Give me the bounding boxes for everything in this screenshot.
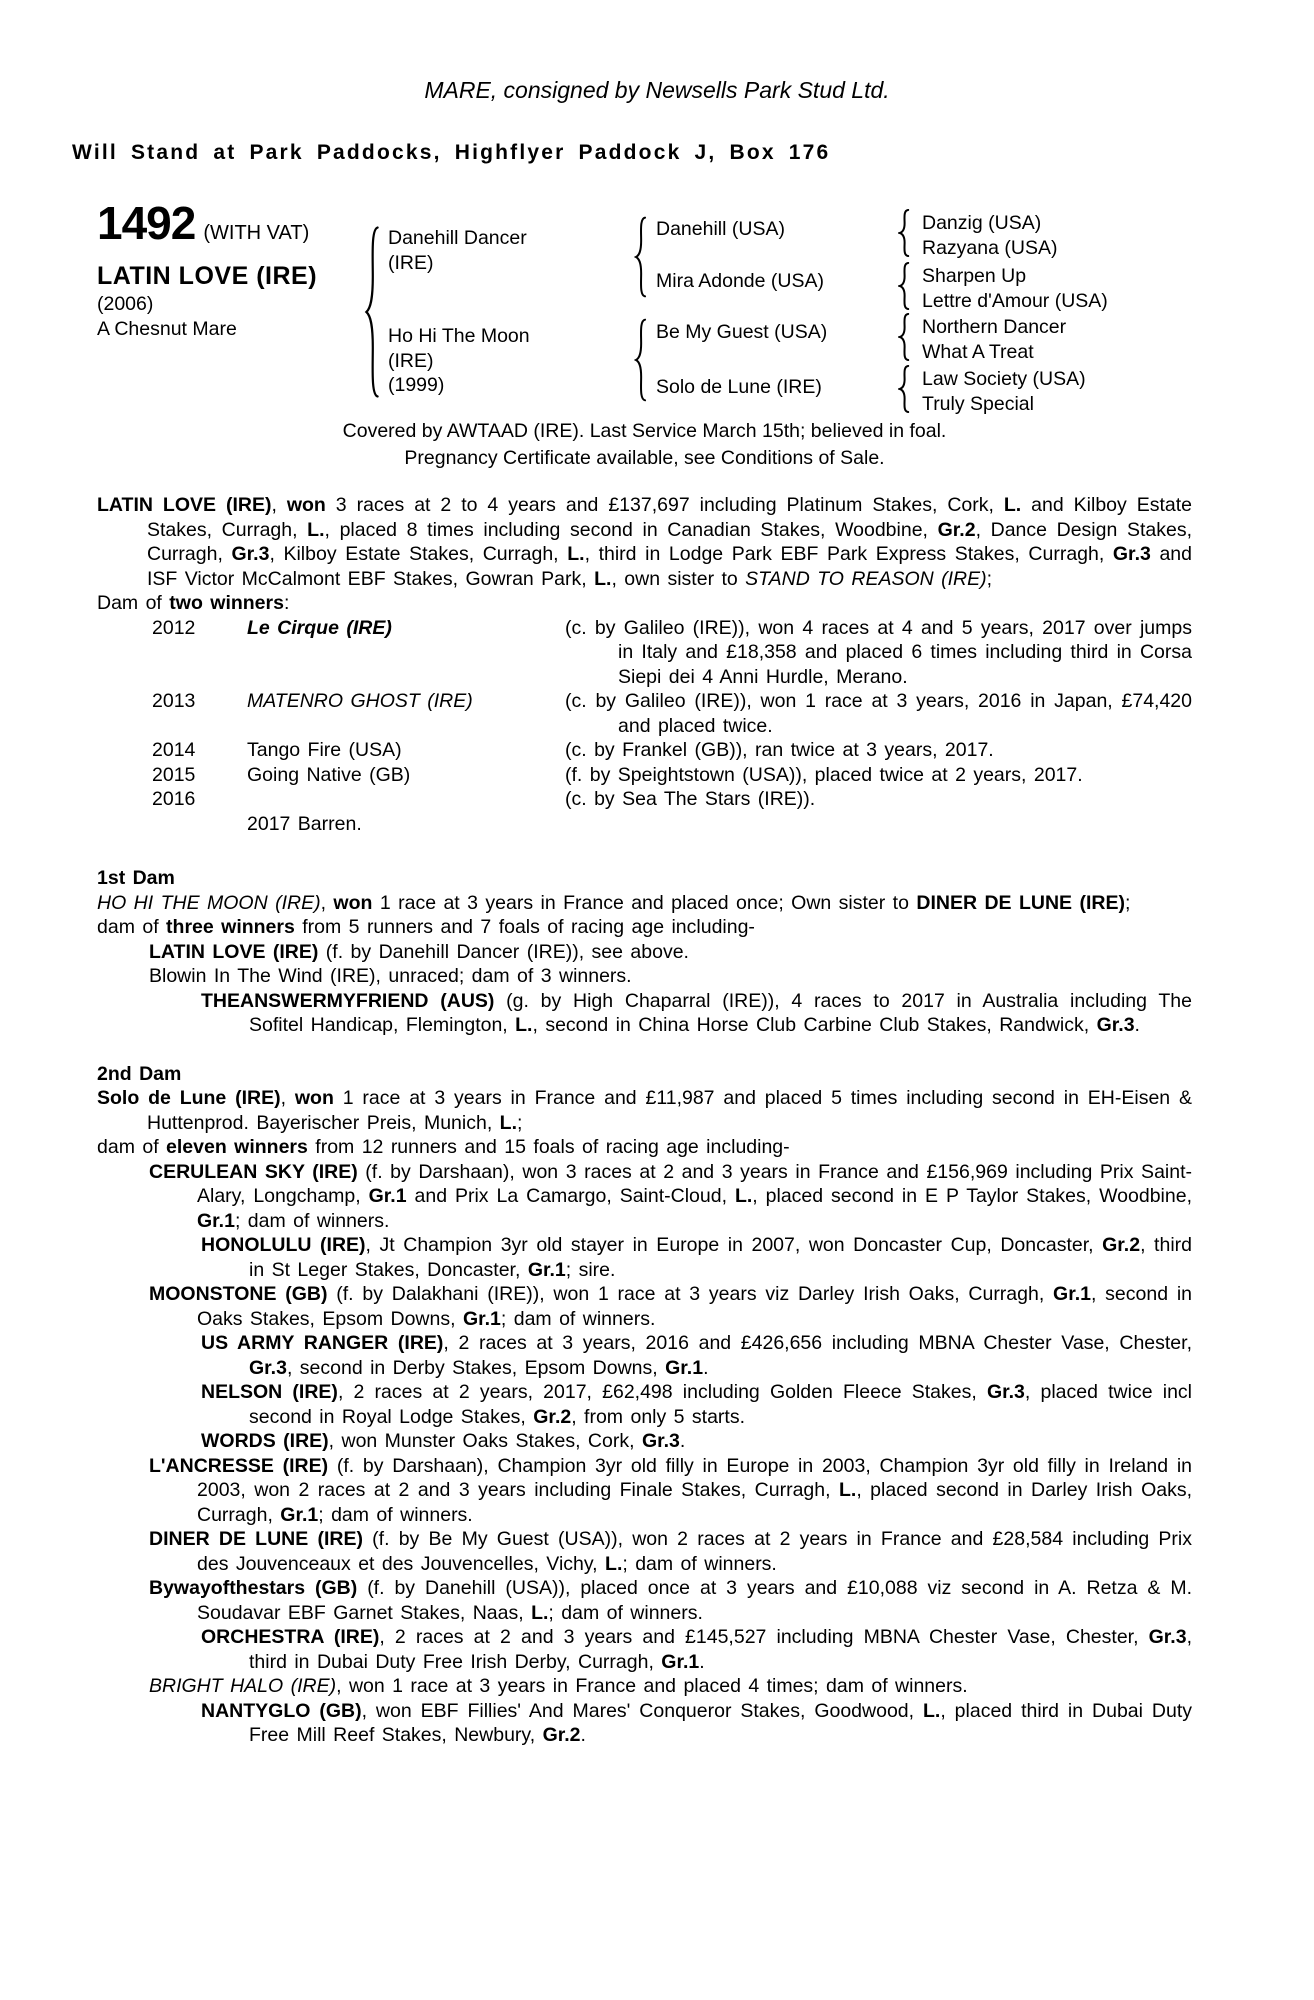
- first-dam-block: Blowin In The Wind (IRE), unraced; dam of 3 winners.: [149, 965, 632, 987]
- second-dam-block: HONOLULU (IRE), Jt Champion 3yr old stayer in Europe in 2007, won Doncaster Cup, Doncaster, Gr.2, third in St Leger Stakes, Doncaster, Gr.1; sire.: [201, 1234, 1192, 1281]
- second-dam-block: Bywayofthestars (GB) (f. by Danehill (USA)), placed once at 3 years and £10,088 viz second in A. Retza & M. Soudavar EBF Garnet Stakes, Naas, L.; dam of winners.: [149, 1577, 1192, 1624]
- pedigree-cell-dam: [388, 324, 530, 398]
- brace-icon: [364, 224, 380, 400]
- pedigree-table: [0, 196, 1314, 418]
- pedigree-cell-granddam-2: Solo de Lune (IRE): [656, 376, 822, 398]
- produce-year: 2015: [152, 763, 196, 786]
- produce-name: Tango Fire (USA): [247, 739, 402, 761]
- barren-note: 2017 Barren.: [247, 812, 362, 835]
- brace-icon: [898, 262, 910, 310]
- produce-desc: (c. by Sea The Stars (IRE)).: [565, 788, 816, 810]
- second-dam-block: DINER DE LUNE (IRE) (f. by Be My Guest (USA)), won 2 races at 2 years in France and £28,584 including Prix des Jouvenceaux et des Jouvencelles, Vichy, L.; dam of winners.: [149, 1528, 1193, 1575]
- first-dam-block: THEANSWERMYFRIEND (AUS) (g. by High Chaparral (IRE)), 4 races to 2017 in Australia including The Sofitel Handicap, Flemington, L., second in China Horse Club Carbine Club Stakes, Randwick, Gr.3.: [201, 989, 1192, 1036]
- horse-description: A Chesnut Mare: [97, 318, 237, 340]
- race-record-paragraph: LATIN LOVE (IRE), won 3 races at 2 to 4 years and £137,697 including Platinum Stakes, Cork, L. and Kilboy Estate Stakes, Curragh, L., placed 8 times including second in Canadian Stakes, Woodbine, Gr.2, Dance Design Stakes, Curragh, Gr.3, Kilboy Estate Stakes, Curragh, L., third in Lodge Park EBF Park Express Stakes, Curragh, Gr.3 and ISF Victor McCalmont EBF Stakes, Gowran Park, L., own sister to STAND TO REASON (IRE);: [97, 494, 1192, 590]
- vat-note: (WITH VAT): [203, 222, 310, 244]
- gg-name: Razyana (USA): [922, 236, 1058, 259]
- produce-desc: (c. by Galileo (IRE)), won 4 races at 4 and 5 years, 2017 over jumps in Italy and £18,358 and placed 6 times including third in Corsa Siepi dei 4 Anni Hurdle, Merano.: [565, 616, 1192, 688]
- produce-row: [97, 763, 1192, 788]
- second-dam-block: NELSON (IRE), 2 races at 2 years, 2017, £62,498 including Golden Fleece Stakes, Gr.3, placed twice incl second in Royal Lodge Stakes, Gr.2, from only 5 starts.: [201, 1381, 1192, 1428]
- foal-year: (2006): [97, 293, 154, 315]
- dam-name-line1: Ho Hi The Moon: [388, 325, 530, 347]
- covering-line-2: Pregnancy Certificate available, see Conditions of Sale.: [404, 446, 885, 469]
- second-dam-block: L'ANCRESSE (IRE) (f. by Darshaan), Champion 3yr old filly in Europe in 2003, Champion 3yr old filly in Ireland in 2003, won 2 races at 2 and 3 years including Finale Stakes, Curragh, L., placed second in Darley Irish Oaks, Curragh, Gr.1; dam of winners.: [149, 1454, 1193, 1526]
- sire-name-line2: (IRE): [388, 251, 434, 274]
- produce-desc: (c. by Galileo (IRE)), won 1 race at 3 years, 2016 in Japan, £74,420 and placed twice.: [565, 690, 1192, 737]
- second-dam-block: CERULEAN SKY (IRE) (f. by Darshaan), won 3 races at 2 and 3 years in France and £156,969 including Prix Saint-Alary, Longchamp, Gr.1 and Prix La Camargo, Saint-Cloud, L., placed second in E P Taylor Stakes, Woodbine, Gr.1; dam of winners.: [149, 1160, 1192, 1232]
- second-dam-block: WORDS (IRE), won Munster Oaks Stakes, Cork, Gr.3.: [201, 1430, 686, 1452]
- produce-year: 2013: [152, 690, 196, 712]
- first-dam-block: LATIN LOVE (IRE) (f. by Danehill Dancer (IRE)), see above.: [149, 940, 689, 963]
- gg-name: Law Society (USA): [922, 368, 1086, 390]
- gg-name: Danzig (USA): [922, 212, 1042, 234]
- first-dam-heading: 1st Dam: [97, 867, 175, 889]
- brace-icon: [898, 365, 910, 413]
- dam-name-line3: (1999): [388, 374, 445, 396]
- second-dam-heading: 2nd Dam: [97, 1062, 182, 1085]
- second-dam-block: ORCHESTRA (IRE), 2 races at 2 and 3 years and £145,527 including MBNA Chester Vase, Chester, Gr.3, third in Dubai Duty Free Irish Derby, Curragh, Gr.1.: [201, 1626, 1192, 1673]
- produce-year: 2012: [152, 616, 196, 639]
- second-dam-block: Solo de Lune (IRE), won 1 race at 3 years in France and £11,987 and placed 5 times including second in EH-Eisen & Huttenprod. Bayerischer Preis, Munich, L.;: [97, 1087, 1192, 1134]
- first-dam-block: dam of three winners from 5 runners and 7 foals of racing age including-: [97, 916, 755, 938]
- lot-number: 1492: [97, 197, 196, 249]
- produce-year: 2014: [152, 739, 196, 761]
- brace-icon: [898, 209, 910, 257]
- gg-name: Lettre d'Amour (USA): [922, 289, 1108, 312]
- produce-name: Le Cirque (IRE): [247, 616, 392, 639]
- sire-name-line1: Danehill Dancer: [388, 227, 527, 249]
- produce-name: MATENRO GHOST (IRE): [247, 690, 473, 712]
- produce-row: [97, 689, 1192, 738]
- pedigree-cell-gg-pair-3: [922, 315, 1066, 364]
- produce-year: 2016: [152, 788, 196, 810]
- covering-line-1: Covered by AWTAAD (IRE). Last Service March 15th; believed in foal.: [342, 420, 947, 442]
- produce-desc: (c. by Frankel (GB)), ran twice at 3 years, 2017.: [565, 739, 994, 761]
- produce-desc: (f. by Speightstown (USA)), placed twice at 2 years, 2017.: [565, 763, 1083, 786]
- produce-row: [97, 616, 1192, 690]
- pedigree-cell-gg-pair-4: [922, 367, 1086, 416]
- first-dam-block: HO HI THE MOON (IRE), won 1 race at 3 years in France and placed once; Own sister to DINER DE LUNE (IRE);: [97, 891, 1131, 914]
- second-dam-block: dam of eleven winners from 12 runners and 15 foals of racing age including-: [97, 1136, 790, 1158]
- stand-location-line: Will Stand at Park Paddocks, Highflyer Paddock J, Box 176: [72, 141, 831, 164]
- horse-name: LATIN LOVE (IRE): [97, 262, 318, 290]
- gg-name: Sharpen Up: [922, 265, 1027, 287]
- gg-name: Truly Special: [922, 392, 1034, 415]
- gg-name: Northern Dancer: [922, 316, 1067, 338]
- catalogue-body: [97, 493, 1192, 1748]
- pedigree-cell-gg-pair-2: [922, 264, 1108, 313]
- pedigree-cell-grandsire-2: Be My Guest (USA): [656, 321, 828, 343]
- brace-icon: [898, 313, 910, 361]
- consignor-line: MARE, consigned by Newsells Park Stud Ltd.: [424, 77, 890, 103]
- covering-note: [97, 418, 1192, 471]
- pedigree-cell-gg-pair-1: [922, 211, 1057, 260]
- pedigree-cell-granddam-1: Mira Adonde (USA): [656, 270, 824, 292]
- dam-name-line2: (IRE): [388, 349, 434, 372]
- produce-name: Going Native (GB): [247, 763, 411, 786]
- second-dam-block: NANTYGLO (GB), won EBF Fillies' And Mares' Conqueror Stakes, Goodwood, L., placed third in Dubai Duty Free Mill Reef Stakes, Newbury, Gr.2.: [201, 1699, 1192, 1746]
- second-dam-block: MOONSTONE (GB) (f. by Dalakhani (IRE)), won 1 race at 3 years viz Darley Irish Oaks, Curragh, Gr.1, second in Oaks Stakes, Epsom Downs, Gr.1; dam of winners.: [149, 1283, 1192, 1330]
- pedigree-cell-grandsire-1: Danehill (USA): [656, 218, 785, 240]
- produce-row: [97, 787, 1192, 812]
- lot-row: [97, 197, 310, 249]
- produce-row: [97, 738, 1192, 763]
- second-dam-block: BRIGHT HALO (IRE), won 1 race at 3 years in France and placed 4 times; dam of winners.: [149, 1675, 968, 1697]
- pedigree-cell-sire: [388, 226, 527, 275]
- brace-icon: [634, 216, 647, 298]
- second-dam-block: US ARMY RANGER (IRE), 2 races at 3 years, 2016 and £426,656 including MBNA Chester Vase, Chester, Gr.3, second in Derby Stakes, Epsom Downs, Gr.1.: [201, 1332, 1192, 1379]
- produce-intro: Dam of two winners:: [97, 592, 290, 614]
- brace-icon: [634, 318, 647, 402]
- gg-name: What A Treat: [922, 340, 1034, 363]
